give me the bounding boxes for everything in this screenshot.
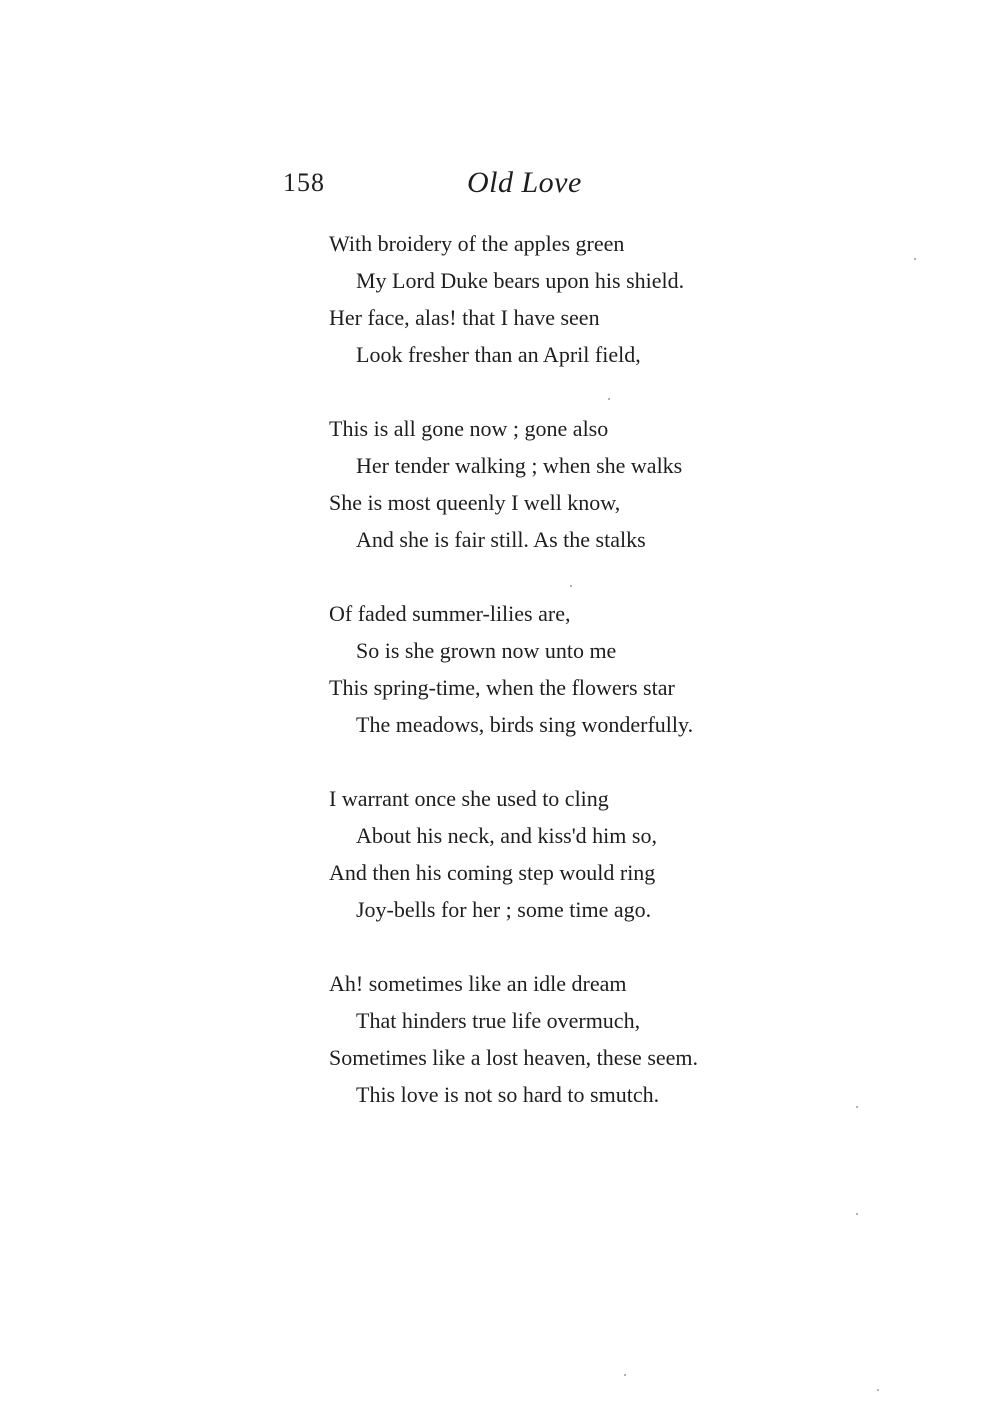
stanza [329,965,889,1113]
poem-line: So is she grown now unto me [356,638,617,663]
stanza [329,595,889,743]
poem-line: My Lord Duke bears upon his shield. [356,268,685,293]
scan-speck [624,1374,626,1376]
poem-line: With broidery of the apples green [329,231,625,256]
scan-speck [877,1389,879,1391]
poem-line: The meadows, birds sing wonderfully. [356,712,694,737]
scan-speck [856,1106,858,1108]
poem-line: This love is not so hard to smutch. [356,1082,660,1107]
poem-line: Her face, alas! that I have seen [329,305,600,330]
poem-line: She is most queenly I well know, [329,490,621,515]
poem-line: And then his coming step would ring [329,860,656,885]
scan-speck [608,398,610,400]
scan-speck [914,258,916,260]
poem-line: Her tender walking ; when she walks [356,453,683,478]
poem-line: This spring-time, when the flowers star [329,675,675,700]
running-title: Old Love [467,166,582,199]
poem-body [329,225,889,1150]
stanza [329,780,889,928]
poem-line: Of faded summer-lilies are, [329,601,571,626]
poem-line: Sometimes like a lost heaven, these seem. [329,1045,699,1070]
scan-speck [856,1213,858,1215]
page-number: 158 [283,168,325,197]
scan-speck [570,585,572,587]
poem-line: About his neck, and kiss'd him so, [356,823,657,848]
poem-line: I warrant once she used to cling [329,786,609,811]
poem-line: Ah! sometimes like an idle dream [329,971,627,996]
poem-line: This is all gone now ; gone also [329,416,609,441]
poem-line: And she is fair still. As the stalks [356,527,646,552]
poem-line: That hinders true life overmuch, [356,1008,641,1033]
poem-line: Look fresher than an April field, [356,342,641,367]
stanza [329,225,889,373]
poem-line: Joy-bells for her ; some time ago. [356,897,652,922]
stanza [329,410,889,558]
